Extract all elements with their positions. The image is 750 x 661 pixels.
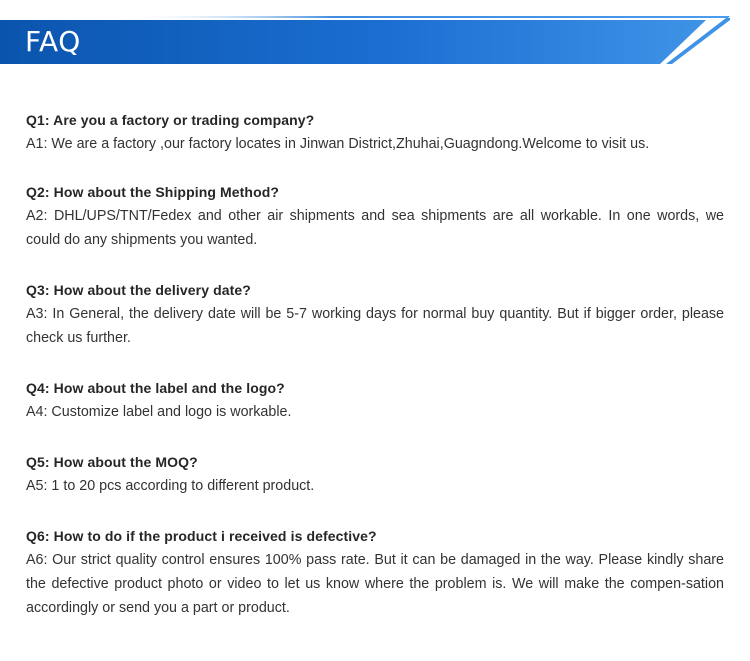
faq-answer: A1: We are a factory ,our factory locates in Jinwan District,Zhuhai,Guagndong.Welcome to visit us. <box>26 136 650 152</box>
faq-item-q3 <box>26 278 724 350</box>
faq-question: Q2: How about the Shipping Method? <box>26 184 280 200</box>
faq-question: Q4: How about the label and the logo? <box>26 380 285 396</box>
faq-item-q5 <box>26 450 724 498</box>
banner-background <box>0 0 750 66</box>
faq-question: Q3: How about the delivery date? <box>26 282 251 298</box>
page-title: FAQ <box>25 25 81 58</box>
faq-answer: A5: 1 to 20 pcs according to different product. <box>26 478 315 494</box>
faq-list <box>26 108 724 646</box>
faq-item-q1 <box>26 108 724 156</box>
faq-header-banner <box>0 0 750 66</box>
faq-item-q6 <box>26 524 724 620</box>
faq-answer: A3: In General, the delivery date will be 5-7 working days for normal buy quantity. But if bigger order, please check us further. <box>26 306 724 346</box>
faq-question: Q5: How about the MOQ? <box>26 454 198 470</box>
faq-answer: A6: Our strict quality control ensures 100% pass rate. But it can be damaged in the way. Please kindly share the defective product photo or video to let us know where the problem is. We will make the compen-sation accordingly or send you a part or product. <box>26 552 724 616</box>
faq-answer: A2: DHL/UPS/TNT/Fedex and other air shipments and sea shipments are all workable. In one words, we could do any shipments you wanted. <box>26 208 724 248</box>
faq-question: Q1: Are you a factory or trading company? <box>26 112 315 128</box>
faq-question: Q6: How to do if the product i received is defective? <box>26 528 377 544</box>
faq-answer: A4: Customize label and logo is workable. <box>26 404 292 420</box>
faq-item-q4 <box>26 376 724 424</box>
faq-item-q2 <box>26 180 724 252</box>
